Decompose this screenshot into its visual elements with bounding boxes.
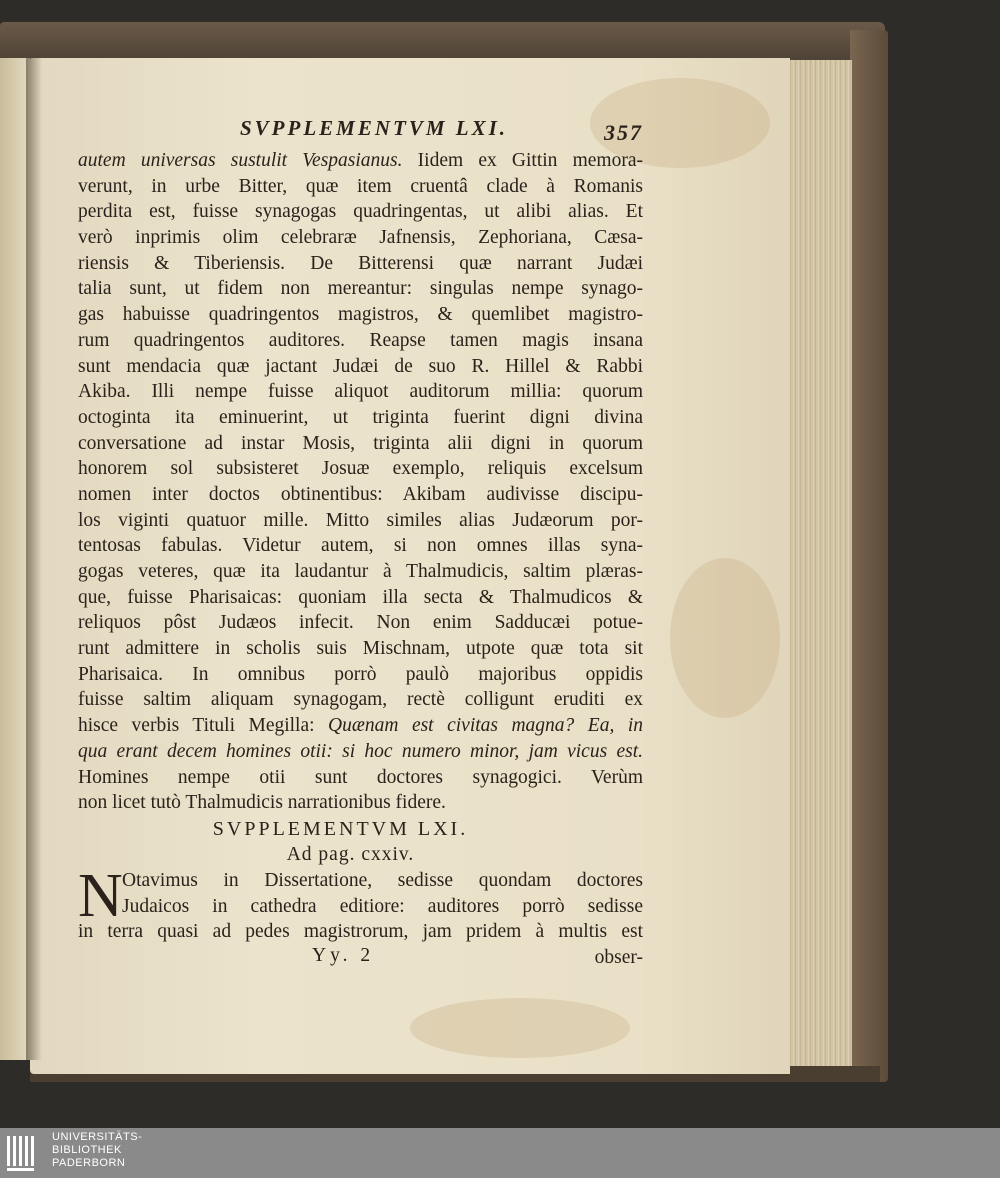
text-line bbox=[78, 456, 643, 482]
text-line bbox=[78, 662, 643, 688]
text-segment: riensis & Tiberiensis. De Bitterensi quæ narrant Judæi bbox=[78, 252, 643, 274]
library-name-line: BIBLIOTHEK bbox=[52, 1144, 122, 1156]
text-line bbox=[78, 199, 643, 225]
text-segment: nomen inter doctos obtinentibus: Akibam audivisse discipu- bbox=[78, 483, 643, 505]
text-segment: runt admittere in scholis suis Mischnam, utpote quæ tota sit bbox=[78, 638, 643, 660]
text-line bbox=[78, 559, 643, 585]
text-segment: hisce verbis Tituli Megilla: bbox=[78, 715, 329, 737]
body-paragraph bbox=[78, 148, 643, 816]
text-segment: verunt, in urbe Bitter, quæ item cruentâ clade à Romanis bbox=[78, 175, 643, 197]
text-line bbox=[78, 533, 643, 559]
text-line bbox=[78, 379, 643, 405]
text-line bbox=[78, 585, 643, 611]
text-line bbox=[78, 713, 643, 739]
text-segment: los viginti quatuor mille. Mitto similes alias Judæorum por- bbox=[78, 509, 643, 531]
text-line bbox=[78, 508, 643, 534]
text-segment: Iidem ex Gittin memora- bbox=[402, 150, 643, 171]
section-reference: Ad pag. cxxiv. bbox=[286, 843, 415, 865]
book-cover-top bbox=[0, 22, 885, 62]
drop-cap: N bbox=[78, 861, 123, 930]
running-head: SVPPLEMENTVM LXI. bbox=[240, 116, 509, 140]
text-segment: autem universas sustulit Vespasianus. bbox=[78, 150, 403, 171]
text-segment: verò inprimis olim celebraræ Jafnensis, Zephoriana, Cæsa- bbox=[78, 227, 643, 249]
text-line bbox=[78, 225, 643, 251]
text-segment: qua erant decem homines otii: si hoc numero minor, jam vicus est. bbox=[78, 740, 643, 762]
text-line bbox=[78, 739, 643, 765]
text-line bbox=[78, 636, 643, 662]
page-edges bbox=[782, 60, 852, 1068]
drop-cap-paragraph bbox=[78, 861, 643, 945]
text-segment: gas habuisse quadringentos magistros, & quemlibet magistro- bbox=[78, 304, 643, 326]
university-library-logo-icon bbox=[6, 1134, 40, 1174]
page-header bbox=[78, 112, 643, 148]
text-segment: Akiba. Illi nempe fuisse aliquot auditorum millia: quorum bbox=[78, 381, 643, 403]
text-segment: Pharisaica. In omnibus porrò paulò majoribus oppidis bbox=[78, 663, 643, 685]
text-line bbox=[78, 174, 643, 200]
text-segment: perdita est, fuisse synagogas quadringentas, ut alibi alias. Et bbox=[78, 201, 643, 223]
text-segment: rum quadringentos auditores. Reapse tamen magis insana bbox=[78, 329, 643, 351]
text-segment: non licet tutò Thalmudicis narrationibus fidere. bbox=[78, 792, 446, 814]
book-cover-right bbox=[850, 30, 888, 1082]
spine-shadow bbox=[26, 58, 42, 1060]
text-segment: talia sunt, ut fidem non mereantur: singulas nempe synago- bbox=[78, 278, 643, 300]
text-line bbox=[78, 405, 643, 431]
text-segment: reliquos pôst Judæos infecit. Non enim Sadducæi potue- bbox=[78, 612, 643, 634]
section-title: SVPPLEMENTVM LXI. bbox=[212, 817, 469, 840]
text-segment: conversatione ad instar Mosis, triginta alii digni in quorum bbox=[78, 432, 643, 454]
text-line bbox=[78, 302, 643, 328]
page-text bbox=[78, 112, 643, 975]
text-segment: que, fuisse Pharisaicas: quoniam illa secta & Thalmudicos & bbox=[78, 586, 643, 608]
catchword: obser- bbox=[594, 946, 643, 968]
text-line bbox=[78, 610, 643, 636]
text-line: Judaicos in cathedra editiore: auditores porrò sedisse bbox=[122, 895, 643, 917]
library-footer-bar bbox=[0, 1128, 1000, 1178]
library-name bbox=[52, 1131, 142, 1170]
text-line bbox=[78, 431, 643, 457]
text-segment: tentosas fabulas. Videtur autem, si non omnes illas syna- bbox=[78, 535, 643, 557]
text-line bbox=[78, 765, 643, 791]
text-line bbox=[78, 687, 643, 713]
text-line bbox=[78, 251, 643, 277]
text-line bbox=[78, 328, 643, 354]
signature-mark: Yy. 2 bbox=[312, 944, 375, 966]
text-segment: Homines nempe otii sunt doctores synagogici. Verùm bbox=[78, 766, 643, 788]
text-segment: honorem sol subsisteret Josuæ exemplo, reliquis excelsum bbox=[78, 458, 643, 480]
text-segment: sunt mendacia quæ jactant Judæi de suo R. Hillel & Rabbi bbox=[78, 355, 643, 377]
text-line bbox=[78, 354, 643, 380]
text-segment: octoginta ita eminuerint, ut triginta fuerint digni divina bbox=[78, 406, 643, 428]
page-number: 357 bbox=[604, 120, 643, 145]
text-line bbox=[78, 148, 643, 174]
library-name-line: PADERBORN bbox=[52, 1157, 126, 1169]
text-line bbox=[78, 482, 643, 508]
text-segment: fuisse saltim aliquam synagogam, rectè colligunt eruditi ex bbox=[78, 689, 643, 711]
text-segment: Quænam est civitas magna? Ea, in bbox=[328, 715, 643, 737]
text-line: in terra quasi ad pedes magistrorum, jam pridem à multis est bbox=[78, 921, 643, 943]
text-line bbox=[78, 790, 643, 816]
text-line bbox=[78, 276, 643, 302]
text-line: Otavimus in Dissertatione, sedisse quondam doctores bbox=[122, 869, 643, 891]
text-segment: gogas veteres, quæ ita laudantur à Thalmudicis, saltim plæras- bbox=[78, 561, 643, 582]
page-footer bbox=[78, 945, 643, 975]
library-name-line: UNIVERSITÄTS- bbox=[52, 1131, 143, 1143]
